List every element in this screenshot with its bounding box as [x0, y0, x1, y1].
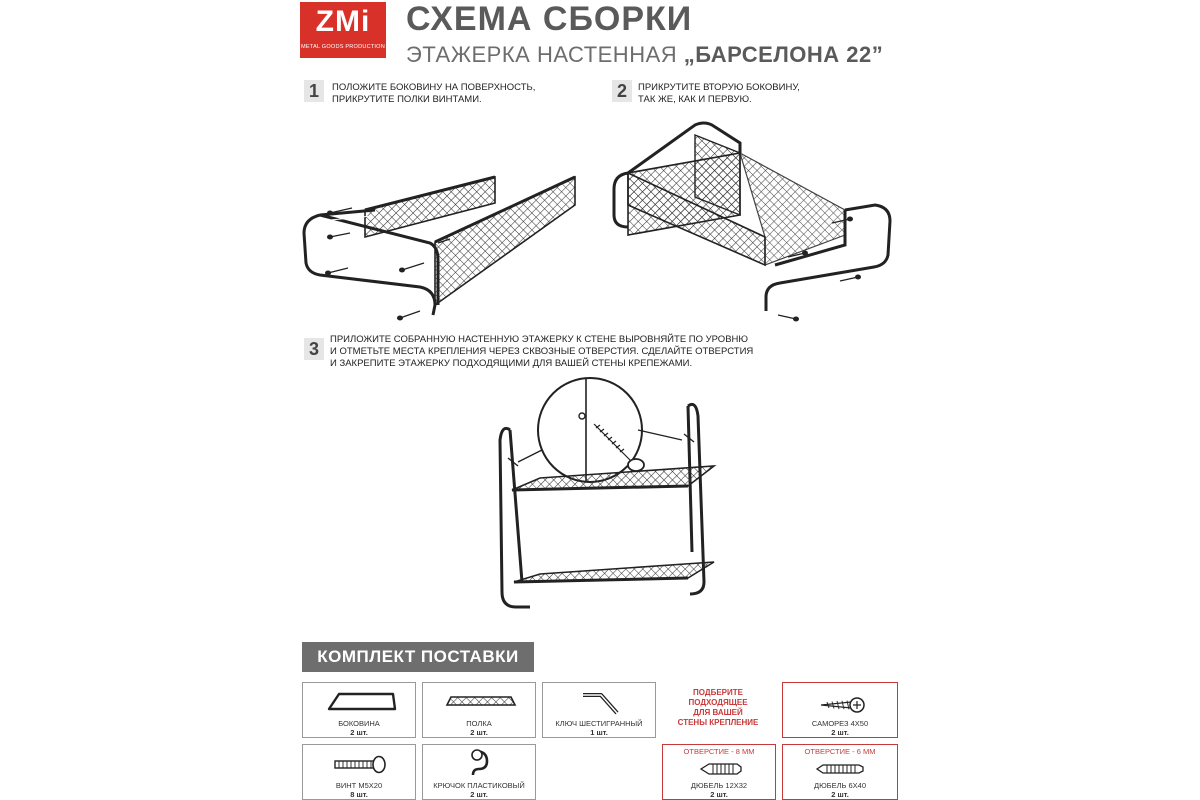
step-1-line-2: ПРИКРУТИТЕ ПОЛКИ ВИНТАМИ.	[332, 94, 482, 105]
part-qty: 8 шт.	[350, 790, 368, 799]
hook-icon	[465, 747, 495, 781]
step-3-number: 3	[304, 338, 324, 360]
part-shelf	[422, 682, 536, 738]
step-1-illustration	[290, 115, 610, 330]
notice-line: СТЕНЫ КРЕПЛЕНИЕ	[677, 718, 759, 727]
fastener-dowel-12x32	[662, 744, 776, 800]
shelf-icon	[445, 693, 517, 711]
page-title: СХЕМА СБОРКИ	[406, 0, 693, 38]
fastener-notice	[662, 688, 774, 728]
hex-key-icon	[577, 687, 623, 717]
part-side-frame	[302, 682, 416, 738]
step-2-illustration	[600, 115, 910, 330]
part-name: ВИНТ М5Х20	[335, 781, 383, 790]
page-subtitle	[406, 42, 883, 68]
part-name: БОКОВИНА	[338, 719, 380, 728]
step-1-line-1: ПОЛОЖИТЕ БОКОВИНУ НА ПОВЕРХНОСТЬ,	[332, 82, 536, 93]
dowel-icon	[813, 759, 869, 779]
brand-logo	[300, 2, 386, 58]
screw-icon	[817, 695, 867, 715]
step-2-text	[638, 82, 800, 106]
part-bolt	[302, 744, 416, 800]
step-1-number: 1	[304, 80, 324, 102]
hole-size: ОТВЕРСТИЕ - 6 ММ	[804, 747, 876, 756]
part-qty: 2 шт.	[470, 790, 488, 799]
subtitle-prefix: ЭТАЖЕРКА НАСТЕННАЯ	[406, 42, 684, 67]
part-name: КЛЮЧ ШЕСТИГРАННЫЙ	[555, 719, 643, 728]
part-qty: 2 шт.	[470, 728, 488, 737]
dowel-icon	[697, 759, 747, 779]
fastener-dowel-6x40	[782, 744, 898, 800]
part-qty: 1 шт.	[590, 728, 608, 737]
product-name: „БАРСЕЛОНА 22”	[683, 42, 884, 67]
step-2-number: 2	[612, 80, 632, 102]
part-hex-key	[542, 682, 656, 738]
logo-subtitle: METAL GOODS PRODUCTION	[301, 44, 385, 50]
fastener-name: ДЮБЕЛЬ 6Х40	[813, 781, 867, 790]
step-3-illustration	[490, 382, 730, 622]
step-3-line-1: ПРИЛОЖИТЕ СОБРАННУЮ НАСТЕННУЮ ЭТАЖЕРКУ К СТЕНЕ ВЫРОВНЯЙТЕ ПО УРОВНЮ	[330, 334, 748, 345]
step-2-line-1: ПРИКРУТИТЕ ВТОРУЮ БОКОВИНУ,	[638, 82, 800, 93]
step-3-line-2: И ОТМЕТЬТЕ МЕСТА КРЕПЛЕНИЯ ЧЕРЕЗ СКВОЗНЫЕ ОТВЕРСТИЯ. СДЕЛАЙТЕ ОТВЕРСТИЯ	[330, 346, 754, 357]
side-frame-icon	[323, 691, 399, 713]
part-name: КРЮЧОК ПЛАСТИКОВЫЙ	[433, 781, 525, 790]
part-hook	[422, 744, 536, 800]
step-2-line-2: ТАК ЖЕ, КАК И ПЕРВУЮ.	[638, 94, 752, 105]
hole-size: ОТВЕРСТИЕ - 8 ММ	[683, 747, 755, 756]
bolt-icon	[331, 753, 391, 775]
step-1-text	[332, 82, 535, 106]
fastener-name: ДЮБЕЛЬ 12Х32	[690, 781, 748, 790]
step-3-line-3: И ЗАКРЕПИТЕ ЭТАЖЕРКУ ПОДХОДЯЩИМИ ДЛЯ ВАШЕЙ СТЕНЫ КРЕПЕЖАМИ.	[330, 358, 693, 369]
notice-line: ДЛЯ ВАШЕЙ	[693, 708, 743, 717]
fastener-qty: 2 шт.	[710, 790, 728, 799]
notice-line: ПОДХОДЯЩЕЕ	[688, 698, 748, 707]
fastener-screw	[782, 682, 898, 738]
part-name: ПОЛКА	[466, 719, 492, 728]
fastener-name: САМОРЕЗ 4Х50	[811, 719, 869, 728]
step-3-text	[330, 334, 753, 370]
kit-title: КОМПЛЕКТ ПОСТАВКИ	[302, 642, 534, 672]
part-qty: 2 шт.	[350, 728, 368, 737]
notice-line: ПОДБЕРИТЕ	[693, 688, 743, 697]
logo-text: ZMi	[315, 5, 371, 38]
fastener-qty: 2 шт.	[831, 728, 849, 737]
fastener-qty: 2 шт.	[831, 790, 849, 799]
